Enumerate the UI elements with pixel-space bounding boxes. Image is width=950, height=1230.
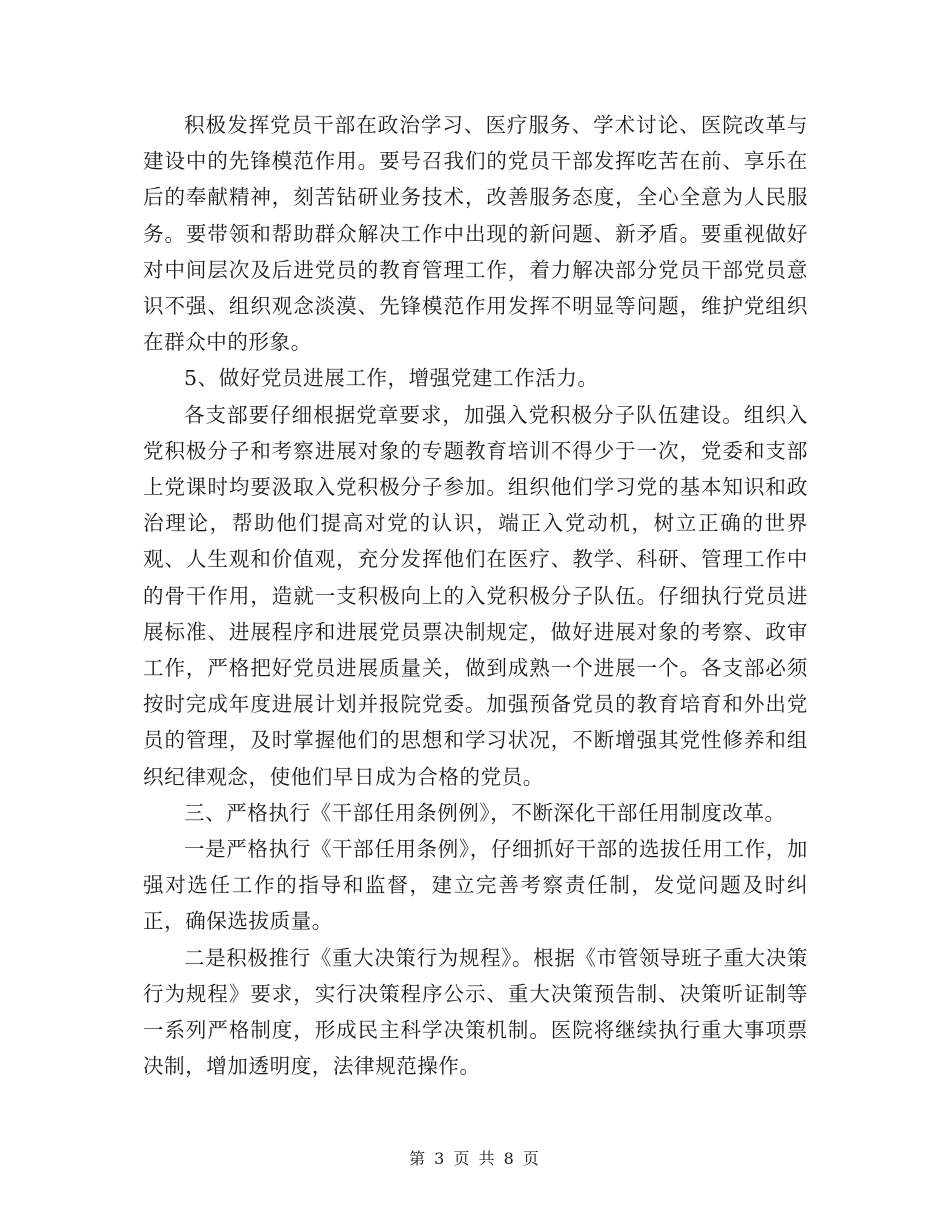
page-number-footer: 第 3 页 共 8 页	[409, 1149, 541, 1168]
document-body	[143, 107, 808, 1084]
paragraph-major-decisions: 二是积极推行《重大决策行为规程》。根据《市管领导班子重大决策行为规程》要求，实行决策程序公示、重大决策预告制、决策听证制等一系列严格制度，形成民主科学决策机制。医院将继续执行重大事项票决制，增加透明度，法律规范操作。	[143, 945, 808, 1079]
paragraph-party-cadre-role: 积极发挥党员干部在政治学习、医疗服务、学术讨论、医院改革与建设中的先锋模范作用。要号召我们的党员干部发挥吃苦在前、享乐在后的奉献精神，刻苦钻研业务技术，改善服务态度，全心全意为人民服务。要带领和帮助群众解决工作中出现的新问题、新矛盾。要重视做好对中间层次及后进党员的教育管理工作，着力解决部分党员干部党员意识不强、组织观念淡漠、先锋模范作用发挥不明显等问题，维护党组织在群众中的形象。	[143, 113, 808, 355]
paragraph-branch-requirements: 各支部要仔细根据党章要求，加强入党积极分子队伍建设。组织入党积极分子和考察进展对象的专题教育培训不得少于一次，党委和支部上党课时均要汲取入党积极分子参加。组织他们学习党的基本知识和政治理论，帮助他们提高对党的认识，端正入党动机，树立正确的世界观、人生观和价值观，充分发挥他们在医疗、教学、科研、管理工作中的骨干作用，造就一支积极向上的入党积极分子队伍。仔细执行党员进展标准、进展程序和进展党员票决制规定，做好进展对象的考察、政审工作，严格把好党员进展质量关，做到成熟一个进展一个。各支部必须按时完成年度进展计划并报院党委。加强预备党员的教育培育和外出党员的管理，及时掌握他们的思想和学习状况，不断增强其党性修养和组织纪律观念，使他们早日成为合格的党员。	[143, 402, 808, 789]
paragraph-cadre-selection: 一是严格执行《干部任用条例》，仔细抓好干部的选拔任用工作，加强对选任工作的指导和监督，建立完善考察责任制，发觉问题及时纠正，确保选拔质量。	[143, 837, 808, 934]
paragraph-heading-party-development: 5、做好党员进展工作，增强党建工作活力。	[184, 366, 599, 391]
paragraph-heading-section-three: 三、严格执行《干部任用条例例》，不断深化干部任用制度改革。	[184, 800, 786, 825]
